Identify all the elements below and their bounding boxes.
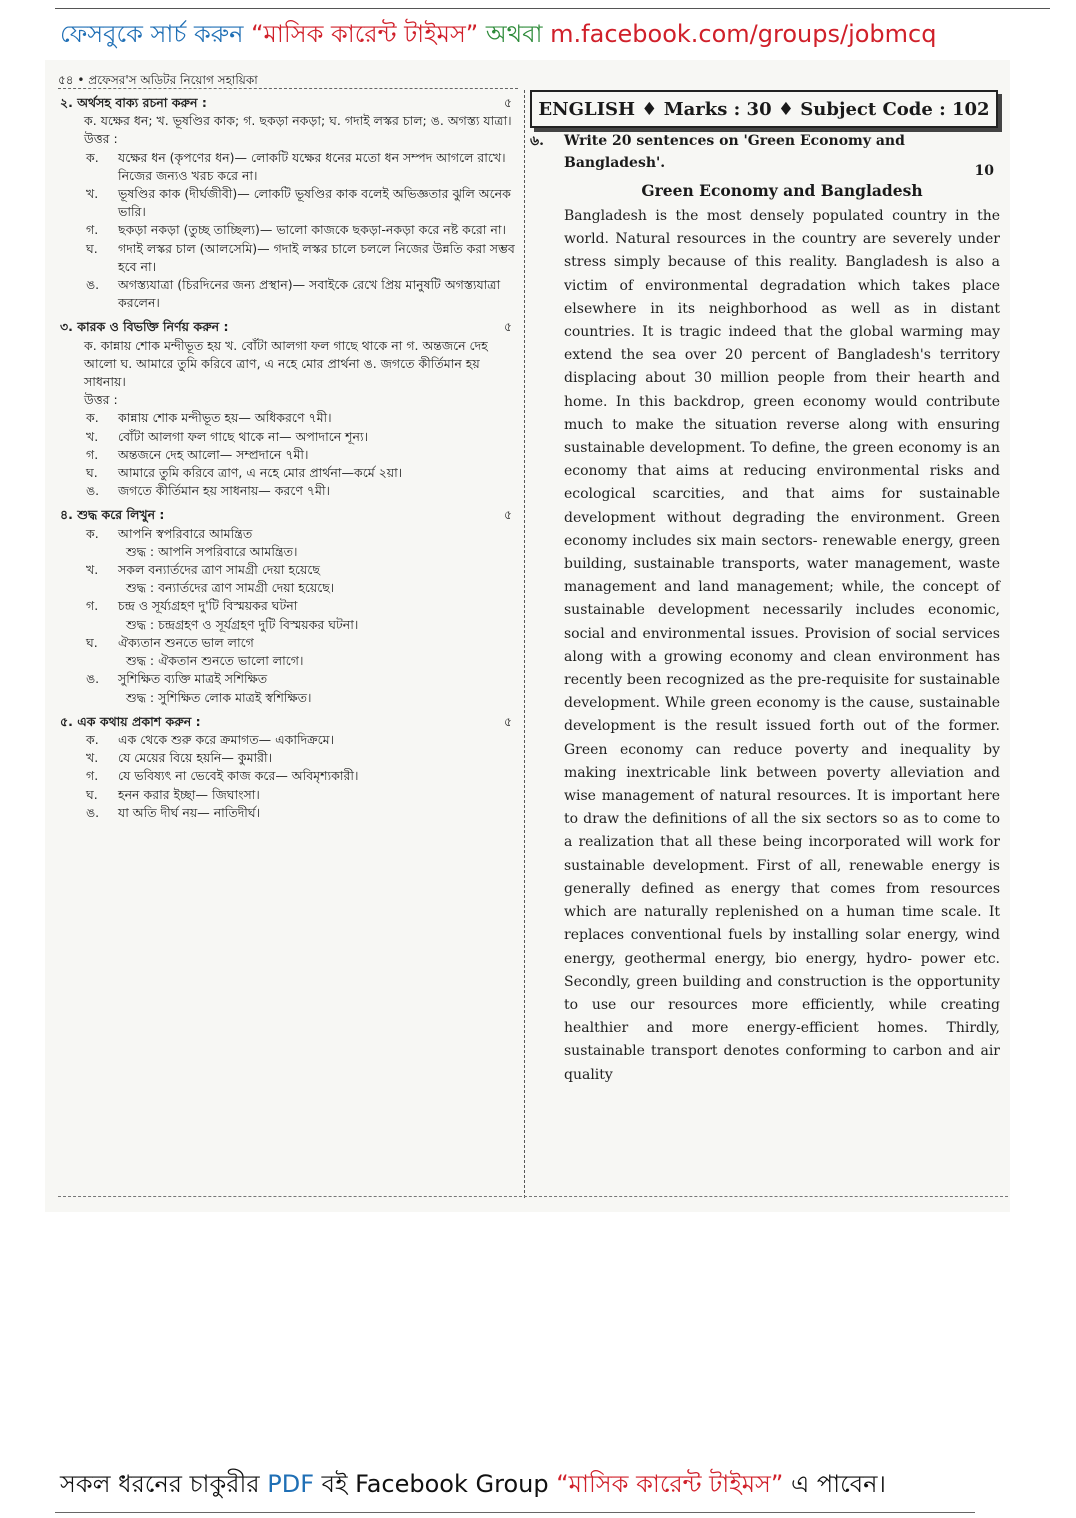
list-item: ক. কান্নায় শোক মন্দীভূত হয়— অধিকরণে ৭মী। <box>86 410 332 426</box>
footer-text-2: বই Facebook Group <box>321 1470 549 1498</box>
essay-body: Bangladesh is the most densely populated country in the world. Natural resources in the country are severely under stress simply because of this reality. Bangladesh is also a victim of environmental degradation which takes place elsewhere in its neighborhood as well as in distant countries. It is tragic indeed that the global warming may extend the sea over 20 percent of Bangladesh's territory displacing about 30 million people from their hearth and home. In this backdrop, green economy would contribute much to make the situation reverse along with ensuring sustainable development. To define, the green economy is an economy that aims at reducing environmental risks and ecological scarcities, and that aims for sustainable development without degrading the environment. Green economy includes six main sectors- renewable energy, green building, sustainable transports, water management, waste management and land management; while, the concept of sustainable development necessarily includes economic, social and environmental issues. Provision of social services along with a growing economy and clean environment has recently been recognized as the pre-requisite for sustainable development. While green economy is the cause, sustainable development is the result issued forth out of the former. Green economy can reduce poverty and inequality by making inextricable link between poverty alleviation and wise management of natural resources. It is important here to draw the definitions of all the six sectors so as to come to a realization that all these being incorporated will work for sustainable development. First of all, renewable energy is generally defined as energy that comes from resources which are naturally replenished on a human time scale. It replaces conventional fuels by installing solar energy, wind energy, geothermal energy, bio energy, hydro- power etc. Secondly, green building and construction is the opportunity to use our resources more efficiently, while creating healthier and more energy-efficient homes. Thirdly, sustainable transport denotes conforming to carbon and air quality <box>564 208 1000 1083</box>
question-5 <box>60 713 516 822</box>
question-2-prompt: ক. যক্ষের ধন; খ. ভূষণ্ডির কাক; গ. ছকড়া নকড়া; ঘ. গদাই লস্কর চাল; ঙ. অগস্ত্য যাত্রা। <box>84 113 512 129</box>
list-item: ঙ. অগস্ত্যযাত্রা (চিরদিনের জন্য প্রস্থান)— সবাইকে রেখে প্রিয় মানুষটি অগস্ত্যযাত্রা করলেন। <box>86 277 501 311</box>
correction-text: শুদ্ধ : ঐকতান শুনতে ভালো লাগে। <box>126 653 304 669</box>
list-item: ঘ. আমারে তুমি করিবে ত্রাণ, এ নহে মোর প্রার্থনা—কর্মে ২য়া। <box>86 465 403 481</box>
list-item: ক. আপনি স্বপরিবারে আমন্ত্রিত <box>86 525 253 541</box>
header-banner <box>60 16 936 56</box>
correction-text: শুদ্ধ : আপনি সপরিবারে আমন্ত্রিত। <box>126 543 298 559</box>
footer-group-name: “মাসিক কারেন্ট টাইমস” <box>556 1470 784 1498</box>
list-item: গ. ছকড়া নকড়া (তুচ্ছ তাচ্ছিল্য)— ভালো কাজকে ছকড়া-নকড়া করে নষ্ট করো না। <box>86 222 506 238</box>
list-item: ঙ. জগতে কীর্তিমান হয় সাধনায়— করণে ৭মী। <box>86 483 331 499</box>
question-6 <box>530 130 1000 179</box>
list-item: গ. অন্তজনে দেহ আলো— সম্প্রদানে ৭মী। <box>86 446 309 462</box>
essay-title: Green Economy and Bangladesh <box>641 181 923 200</box>
page-bottom-rule <box>58 1196 1008 1197</box>
list-item: ঙ. যা অতি দীর্ঘ নয়— নাতিদীর্ঘ। <box>86 804 261 820</box>
question-4-mark: ৫ <box>503 507 512 523</box>
english-section-box: ENGLISH ♦ Marks : 30 ♦ Subject Code : 102 <box>530 90 998 128</box>
header-or-text: অথবা <box>485 20 543 48</box>
footer-banner <box>60 1466 886 1506</box>
question-6-mark: 10 <box>974 163 994 179</box>
question-2-mark: ৫ <box>503 95 512 110</box>
list-item: খ. যে মেয়ের বিয়ে হয়নি— কুমারী। <box>86 750 273 766</box>
correction-text: শুদ্ধ : বন্যার্তদের ত্রাণ সামগ্রী দেয়া হয়েছে। <box>126 580 335 596</box>
question-5-mark: ৫ <box>503 713 512 729</box>
list-item: গ. চন্দ্র ও সূর্য্যগ্রহণ দু'টি বিস্ময়কর ঘটনা <box>86 598 298 614</box>
question-5-heading: ৫. এক কথায় প্রকাশ করুন : <box>60 713 201 729</box>
list-item: খ. ভূষণ্ডির কাক (দীর্ঘজীবী)— লোকটি ভূষণ্ডির কাক বলেই অভিজ্ঞতার ঝুলি অনেক ভারি। <box>86 186 511 220</box>
bangla-column <box>60 92 516 822</box>
footer-rule <box>55 1512 975 1513</box>
footer-pdf-text: PDF <box>267 1470 314 1498</box>
correction-text: শুদ্ধ : চন্দ্রগ্রহণ ও সূর্যগ্রহণ দুটি বিস্ময়কর ঘটনা। <box>126 616 359 632</box>
footer-text-1: সকল ধরনের চাকুরীর <box>60 1470 260 1498</box>
question-4-heading: ৪. শুদ্ধ করে লিখুন : <box>60 507 165 523</box>
header-group-url[interactable]: m.facebook.com/groups/jobmcq <box>550 20 937 48</box>
list-item: ঘ. গদাই লস্কর চাল (আলসেমি)— গদাই লস্কর চালে চললে নিজের উন্নতি করা সম্ভব হবে না। <box>86 240 515 274</box>
column-divider <box>524 90 525 1198</box>
list-item: ক. যক্ষের ধন (কৃপণের ধন)— লোকটি যক্ষের ধনের মতো ধন সম্পদ আগলে রাখে। নিজের জন্যও খরচ করে না। <box>86 149 506 183</box>
list-item: খ. বোঁটা আলগা ফল গাছে থাকে না— অপাদানে শূন্য। <box>86 428 369 444</box>
list-item: ঙ. সুশিক্ষিত ব্যক্তি মাত্রই সশিক্ষিত <box>86 671 268 687</box>
running-head: ৫৪ • প্রফেসর'স অডিটর নিয়োগ সহায়িকা <box>58 73 258 87</box>
question-4 <box>60 506 516 706</box>
list-item: গ. যে ভবিষ্যৎ না ভেবেই কাজ করে— অবিমৃশ্যকারী। <box>86 768 359 784</box>
header-group-name: “মাসিক কারেন্ট টাইমস” <box>251 20 479 48</box>
question-6-text: Write 20 sentences on 'Green Economy and Bangladesh'. <box>564 133 905 171</box>
question-3-mark: ৫ <box>503 319 512 335</box>
list-item: ক. এক থেকে শুরু করে ক্রমাগত— একাদিক্রমে। <box>86 731 335 747</box>
question-3-prompt: ক. কান্নায় শোক মন্দীভূত হয় খ. বোঁটা আলগা ফল গাছে থাকে না গ. অন্তজনে দেহ আলো ঘ. আমারে তুমি করিবে ত্রাণ, এ নহে মোর প্রার্থনা ঙ. জগতে কীর্তিমান হয় সাধনায়। <box>84 337 488 390</box>
header-top-rule <box>55 8 1050 9</box>
list-item: খ. সকল বন্যার্তদের ত্রাণ সামগ্রী দেয়া হয়েছে <box>86 562 321 578</box>
list-item: ঘ. ঐক্যতান শুনতে ভাল লাগে <box>86 634 254 650</box>
footer-text-3: এ পাবেন। <box>790 1470 887 1498</box>
question-2-heading: ২. অর্থসহ বাক্য রচনা করুন : <box>60 95 207 110</box>
question-2 <box>60 94 516 312</box>
question-2-answer-label: উত্তর : <box>84 131 118 147</box>
question-3-heading: ৩. কারক ও বিভক্তি নির্ণয় করুন : <box>60 319 229 335</box>
question-3-answer-label: উত্তর : <box>84 392 118 408</box>
correction-text: শুদ্ধ : সুশিক্ষিত লোক মাত্রই স্বশিক্ষিত। <box>126 689 312 705</box>
question-6-number: ৬. <box>530 133 544 149</box>
running-head-rule <box>58 88 518 89</box>
list-item: ঘ. হনন করার ইচ্ছা— জিঘাংসা। <box>86 786 260 802</box>
header-search-text: ফেসবুকে সার্চ করুন <box>60 20 244 48</box>
question-3 <box>60 318 516 500</box>
